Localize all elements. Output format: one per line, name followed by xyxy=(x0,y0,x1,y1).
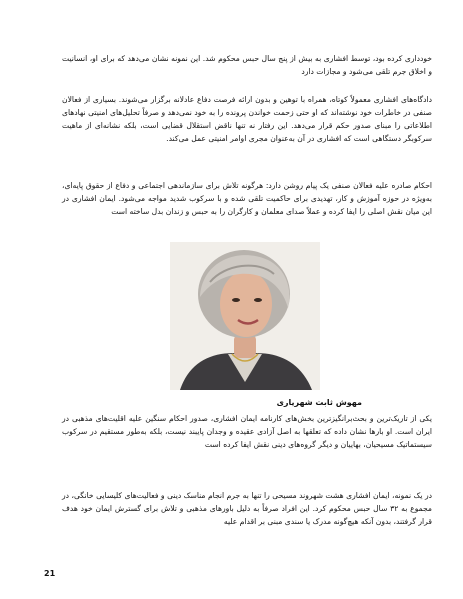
paragraph-4: یکی از تاریک‌ترین و بحث‌برانگیزترین بخش‌های کارنامه ایمان افشاری، صدور احکام سنگین علیه اقلیت‌های مذهبی در ایران است. او بارها نشان داده که تعلقها به اصل آزادی عقیده و وجدان پایبند نیست، بلکه به‌طور مستقیم در سرکوب سیستماتیک مسیحیان، بهاییان و دیگر گروه‌های دینی نقش ایفا کرده است xyxy=(62,414,432,449)
photo-caption: مهوش ثابت شهریاری xyxy=(276,398,362,407)
page-number: 21 xyxy=(44,569,56,578)
paragraph-3: احکام صادره علیه فعالان صنفی یک پیام روشن دارد: هرگونه تلاش برای سازماندهی اجتماعی و دفاع از حقوق پایه‌ای، به‌ویژه در حوزه آموزش و کار، تهدیدی برای حاکمیت تلقی شده و با سرکوب شدید مواجه می‌شود. ایمان افشاری در این میان نقش اصلی را ایفا کرده و عملاً صدای معلمان و کارگران را به حبس و زندان بدل ساخته است xyxy=(62,181,432,216)
paragraph-2: دادگاه‌های افشاری معمولاً کوتاه، همراه با توهین و بدون ارائه فرصت دفاع عادلانه برگزار می‌شوند. بسیاری از فعالان صنفی در خاطرات خود نوشته‌اند که او حتی زحمت خواندن پرونده را به خود نمی‌دهد و صرفاً تحلیل‌های امنیتی نهادهای اطلاعاتی را مبنای صدور حکم قرار می‌دهد. این رفتار نه تنها ناقض استقلال قضایی است، بلکه نشانه‌ای از ماهیت سرکوبگر دستگاهی است که افشاری در آن به‌عنوان مجری اوامر امنیتی عمل می‌کند. xyxy=(62,95,432,143)
paragraph-1: خودداری کرده بود، توسط افشاری به بیش از پنج سال حبس محکوم شد. این نمونه نشان می‌دهد که برای او، انسانیت و اخلاق جرم تلقی می‌شود و مجازات دارد xyxy=(62,54,432,76)
portrait-photo xyxy=(170,242,320,390)
paragraph-5: در یک نمونه، ایمان افشاری هشت شهروند مسیحی را تنها به جرم انجام مناسک دینی و فعالیت‌های کلیسایی خانگی، در مجموع به ۳۲ سال حبس محکوم کرد. این افراد صرفاً به دلیل باورهای مذهبی و تلاش برای گسترش ایمان خود هدف قرار گرفتند، بدون آنکه هیچ‌گونه مدرک یا سندی مبنی بر اقدام علیه xyxy=(62,491,432,526)
